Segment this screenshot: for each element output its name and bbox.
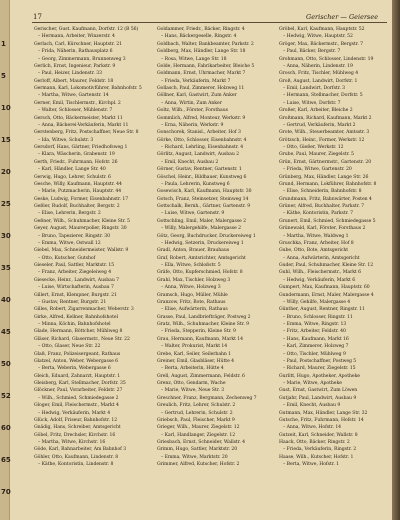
header-rule	[32, 22, 387, 23]
book-edge	[392, 0, 400, 520]
directory-entry: Grünberg, Max, Händler, Lange Str. 26	[279, 174, 369, 180]
directory-entry: Großmann, Richard, Kaufmann, Markt 2	[279, 115, 372, 121]
directory-entry: Gerner, Emil, Tischlermstr., Kirchpl. 2	[34, 100, 121, 106]
directory-entry: Grube, Paul, Maurer, Ziegelstr. 5	[279, 152, 354, 158]
directory-entry: Götz, Georg, Buchdrucker, Druckereiweg 1	[157, 233, 256, 239]
directory-entry: Gutzeit, Karl, Schneider, Wallstr. 8	[279, 432, 358, 438]
directory-entry: Gramsch, Hugo, Müller, Mühle	[157, 292, 228, 298]
directory-entry: – Emil, Landwirt, Dorfstr. 3	[283, 86, 346, 91]
directory-entry: – Bruno, Tapezierer, Ringstr. 30	[38, 233, 111, 239]
directory-entry: – Otto, Gießer, Werkstr. 12	[283, 145, 344, 150]
directory-entry: Grimmer, Alfred, Kutscher, Hofstr. 2	[157, 462, 240, 468]
directory-entry: – Ida, Witwe, Schulstr. 3	[38, 137, 94, 143]
directory-entry: Gerth, Friedr., Fuhrmann, Hofstr. 26	[34, 159, 118, 165]
directory-entry: Grundmann, Fritz, Bahnwärter, Posten 4	[279, 196, 372, 202]
binding-mark: 52	[1, 392, 11, 400]
directory-entry: – Richard, Maurer, Ziegelstr. 15	[283, 366, 356, 372]
directory-entry: – Marie, Witwe, Neue Str. 3	[161, 388, 225, 394]
binding-mark: 1	[1, 40, 6, 48]
directory-entry: – Rosa, Witwe, Lange Str. 18	[161, 56, 227, 62]
directory-entry: – Luise, Witwe, Gartenstr. 9	[161, 211, 225, 217]
directory-entry: – Gustav, Rentner, Burgstr. 21	[38, 299, 107, 305]
directory-entry: Gotsch, Franz, Steinsetzer, Steinweg 14	[157, 196, 249, 202]
directory-entry: – Willy, Malergehilfe, Malergasse 2	[161, 226, 242, 232]
directory-entry: Gleisberg, Karl, Stellmacher, Dorfstr. 35	[34, 381, 126, 386]
directory-entry: Glöckner, Paul, Vorarbeiter, Feldstr. 27	[34, 388, 123, 394]
directory-entry: – Hans, Bäckergeselle, Ringstr. 4	[161, 34, 237, 40]
directory-entry: Geßler, Rudolf, Buchhalter, Bergstr. 2	[34, 204, 120, 209]
directory-entry: Gube, Otto, Bote, Amtsgericht	[279, 248, 349, 254]
directory-entry: Groß, August, Landwirt, Dorfstr. 1	[279, 78, 358, 84]
directory-entry: Gleich, Eduard, Zahnarzt, Hauptstr. 1	[34, 373, 121, 379]
binding-mark: 40	[1, 296, 11, 304]
directory-entry: Geßner, Wilh., Schuhmacher, Kleine Str. 5	[34, 218, 130, 224]
directory-entry: – Luise, Wirtschafterin, Ausbau 7	[38, 285, 114, 291]
directory-entry: – Otto, Glaser, Neue Str. 22	[38, 344, 101, 350]
directory-entry: Grieger, Wilh., Maurer, Ziegelstr. 12	[157, 425, 240, 431]
directory-entry: Gerwig, Hugo, Lehrer, Schulstr. 6	[34, 174, 111, 180]
directory-entry: Greschner, Franz, Bergmann, Zechenweg 7	[157, 395, 257, 401]
directory-entry: Gerischer, Gust. Kaufmann, Dorfstr. 12 (B 56)	[34, 27, 139, 32]
directory-entry: Göllner, Karl, Gastwirt, Zum Anker	[157, 93, 237, 99]
directory-entry: Guhl, Wilh., Fleischermstr., Markt 6	[279, 270, 362, 276]
directory-entry: Greulich, Fritz, Lehrer, Schulstr. 2	[157, 403, 236, 409]
binding-mark: 20	[1, 168, 11, 176]
directory-entry: Haack, Otto, Bäcker, Ringstr. 2	[279, 440, 350, 445]
directory-entry: Haase, Wilh., Kutscher, Hofstr. 1	[279, 454, 354, 460]
directory-entry: Gommlich, Alfred, Monteur, Werkstr. 9	[157, 115, 246, 121]
directory-entry: Gurlitt, Hugo, Apotheker, Apotheke	[279, 373, 360, 379]
directory-entry: – Hans, Kaufmann, Markt 16	[283, 336, 349, 342]
directory-entry: – Frieda, Stepperin, Kleine Str. 9	[161, 329, 236, 335]
binding-mark: 35	[1, 264, 11, 272]
directory-entry: – Gertrud, Verkäuferin, Markt 2	[283, 122, 356, 128]
directory-entry: – Klara, Wäscherin, Grabenstr. 19	[38, 152, 115, 158]
directory-entry: – Otto, Tischler, Mühlweg 9	[283, 351, 346, 357]
directory-entry: Grell, August, Zimmermann, Feldstr. 6	[157, 373, 245, 379]
directory-entry: Grimm, Hugo, Sattler, Marktstr. 20	[157, 447, 238, 453]
column-1	[34, 26, 146, 514]
directory-entry: – Käthe, Kontoristin, Parkstr. 7	[283, 211, 353, 217]
directory-entry: – Elise, Schneiderin, Bahnhofstr. 8	[283, 189, 362, 195]
binding-mark: 15	[1, 136, 11, 144]
directory-entry: Gutmann, Max, Händler, Lange Str. 32	[279, 410, 368, 416]
directory-entry: – Paula, Lehrerin, Kunstweg 6	[161, 181, 230, 187]
directory-entry: Gonschorek, Stanisl., Arbeiter, Hof 3	[157, 130, 241, 136]
directory-entry: – Hedwig, Verkäuferin, Markt 4	[38, 410, 111, 416]
directory-entry: – Otto, Kutscher, Gutshof	[38, 255, 96, 261]
directory-entry: Gosewisch, Karl, Kaufmann, Hauptstr. 30	[157, 189, 252, 195]
directory-entry: Gräfe, Otto, Kupferschmied, Hofstr. 8	[157, 270, 243, 276]
directory-entry: Grasse, Paul, Landbriefträger, Postweg 2	[157, 314, 251, 320]
directory-entry: Großer, Karl, Arbeiter, Bleiche 2	[279, 108, 353, 114]
directory-entry: – Emma, Witwe, Ostwall 12	[38, 240, 101, 246]
directory-entry: Grahl, Max, Tischler, Holzweg 3	[157, 277, 231, 283]
directory-entry: – Martha, Witwe, Waldweg 1	[283, 233, 349, 239]
column-3	[279, 26, 391, 514]
directory-entry: Gröger, Max, Bäckermstr., Bergstr. 7	[279, 41, 364, 47]
directory-entry: Günther, August, Rentner, Ringstr. 11	[279, 307, 365, 313]
directory-entry: – Frieda, Verkäuferin, Ringstr. 2	[283, 447, 357, 453]
directory-entry: – Walter, Prokurist, Markt 14	[161, 344, 228, 350]
directory-entry: – Paul, Heizer, Lindenstr. 33	[38, 71, 102, 77]
column-2	[157, 26, 269, 514]
directory-entry: – Elise, Lehrerin, Bergstr. 2	[38, 211, 101, 217]
directory-entry: Gerstenberg, Fritz, Postschaffner, Neue Str. 8	[34, 130, 139, 136]
directory-entry: – Anna, Bäckerei-Verkäuferin, Markt 11	[38, 122, 129, 128]
directory-entry: Grenz, Otto, Gendarm, Wache	[157, 381, 226, 386]
directory-entry: – Elise, Aufwärterin, Rathaus	[161, 307, 228, 313]
directory-entry: – Franz, Arbeiter, Ziegeleiweg 4	[38, 270, 112, 276]
directory-entry: Greiner, Emil, Glasbläser, Hütte 4	[157, 358, 235, 364]
binding-mark: 45	[1, 328, 11, 336]
directory-entry: Gollasch, Paul, Zimmerer, Holzweg 11	[157, 86, 245, 91]
directory-entry: Grunert, Emil, Schmied, Schmiedegasse 5	[279, 218, 376, 224]
directory-entry: Görner, Gustav, Rentner, Gartenstr. 1	[157, 167, 242, 173]
directory-entry: – Emil, Knecht, Ausbau 2	[161, 159, 219, 165]
directory-entry: Grohmann, Otto, Schlosser, Lindenstr. 19	[279, 56, 374, 62]
directory-entry: Göde, Karl, Bahnarbeiter, Am Bahnhof 3	[34, 447, 127, 453]
directory-entry: Giebel, Max, Schneidermeister, Wallstr. 9	[34, 248, 129, 254]
directory-entry: Gutjahr, Paul, Landwirt, Ausbau 9	[279, 395, 357, 401]
directory-entry: Gruschka, Franz, Arbeiter, Hof 8	[279, 240, 354, 246]
directory-entry: Guder, Paul, Schuhmacher, Kleine Str. 12	[279, 263, 374, 268]
directory-entry: Gillert, Ernst, Klempner, Burgstr. 21	[34, 292, 117, 298]
directory-entry: – Anna, Wirtin, Zum Anker	[161, 100, 222, 106]
directory-entry: Göhler, Otto, Kaufmann, Lindenstr. 8	[34, 454, 119, 460]
directory-entry: – Frida, Näherin, Rathausplatz 6	[38, 49, 113, 55]
directory-entry: – Martha, Witwe, Kirchstr. 16	[38, 440, 106, 445]
directory-entry: Gersch, Otto, Bäckermeister, Markt 11	[34, 115, 123, 121]
directory-entry: Gutsche, Fritz, Fuhrmann, Hofstr. 14	[279, 417, 364, 423]
directory-entry: – Minna, Köchin, Bahnhofshotel	[38, 322, 111, 327]
binding-mark: 50	[1, 360, 11, 368]
directory-entry: – Berta, Arbeiterin, Hütte 4	[161, 366, 224, 372]
directory-entry: – Ella, Witwe, Schloßstr. 5	[161, 263, 221, 268]
directory-entry: – Wilh., Schmied, Schmiedegasse 2	[38, 395, 119, 401]
binding-mark: 25	[1, 200, 11, 208]
directory-entry: Germann, Karl, Lokomotivführer, Bahnhofstr. 5	[34, 86, 142, 91]
directory-entry: – Emma, Witwe, Ringstr. 13	[283, 322, 347, 327]
directory-entry: Gerlich, Ernst, Ingenieur, Parkstr. 9	[34, 63, 116, 69]
directory-entry: Gilles, Robert, Zigarrenmacher, Weberstr. 3	[34, 307, 134, 313]
directory-entry: Gloger, Emil, Fleischermstr., Markt 4	[34, 403, 119, 409]
directory-entry: Gottschalk, Bernh., Gärtner, Gartenstr. 9	[157, 204, 251, 209]
directory-entry: – Anna, Aufwärterin, Amtsgericht	[283, 255, 360, 261]
directory-entry: Glück, Adolf, Friseur, Bahnhofstr. 12	[34, 417, 118, 423]
directory-entry: – Bruno, Schlosser, Ringstr. 11	[283, 314, 353, 320]
directory-entry: Göbel, Fritz, Drechsler, Kirchstr. 16	[34, 432, 116, 438]
directory-entry: Gerloff, Albert, Maurer, Feldstr. 18	[34, 78, 114, 84]
directory-entry: – Georg, Zimmermann, Brunnenweg 3	[38, 56, 126, 62]
directory-entry: Grötzsch, Heinr., Former, Werkstr. 12	[279, 137, 365, 143]
directory-entry: Goltz, Wilh., Förster, Forsthaus	[157, 108, 228, 114]
directory-entry: – Karl, Zimmerer, Holzweg 7	[283, 344, 349, 350]
binding-mark: 65	[1, 456, 11, 464]
directory-entry: – Anna, Witwe, Hofstr. 14	[283, 425, 342, 431]
directory-entry: – Hedwig, Verkäuferin, Markt 6	[283, 277, 356, 283]
directory-entry: – Karl, Händler, Lange Str. 40	[38, 167, 106, 173]
directory-entry: Grebe, Karl, Seiler, Seilerbahn 1	[157, 351, 232, 357]
directory-entry: Gratz, Wilh., Schuhmacher, Kleine Str. 9	[157, 322, 250, 327]
binding-mark: 30	[1, 232, 11, 240]
directory-entry: Grau, Hermann, Kaufmann, Markt 14	[157, 336, 244, 342]
binding-mark: 5	[1, 72, 6, 80]
directory-entry: Geske, Ludwig, Former, Eisenbahnstr. 17	[34, 196, 129, 202]
directory-entry: Göschel, Heinr., Bildhauer, Kunstweg 6	[157, 174, 247, 180]
page-number: 17	[33, 13, 42, 21]
directory-entry: Grünewald, Karl, Förster, Forsthaus 2	[279, 226, 366, 232]
binding-mark: 10	[1, 104, 11, 112]
directory-entry: – Karl, Handlanger, Ziegelstr. 12	[161, 432, 236, 438]
directory-entry: Goldmann, Ernst, Uhrmacher, Markt 7	[157, 71, 246, 77]
directory-entry: Gerlach, Carl, Kürschner, Hauptstr. 21	[34, 41, 122, 47]
running-title: Gerischer — Geiersee	[306, 13, 379, 21]
directory-entry: Gesche, Willy, Kaufmann, Hauptstr. 44	[34, 181, 122, 187]
directory-entry: – Frieda, Witwe, Gartenstr. 20	[283, 167, 352, 173]
directory-entry: Girke, Alfred, Kellner, Bahnhofshotel	[34, 314, 118, 320]
directory-entry: Golde, Hermann, Fabrikarbeiter, Bleiche 5	[157, 63, 255, 69]
directory-entry: – Martha, Witwe, Gartenstr. 14	[38, 93, 109, 99]
directory-entry: Gnädig, Hans, Schreiber, Amtsgericht	[34, 425, 121, 431]
directory-entry: – Hermann, Arbeiter, Winzerstr. 4	[38, 34, 115, 40]
directory-entry: – Walter, Schlosser, Mühlenstr. 7	[38, 108, 113, 114]
directory-entry: Griesbach, Ernst, Schneider, Wallstr. 4	[157, 440, 246, 445]
directory-entry: – Hedwig, Setzerin, Druckereiweg 1	[161, 240, 244, 246]
directory-entry: – Emma, Witwe, Marktstr. 20	[161, 454, 228, 460]
directory-entry: Gumpert, Max, Kaufmann, Hauptstr. 60	[279, 285, 370, 291]
page-spine	[0, 0, 10, 520]
directory-entry: – Emil, Knecht, Ausbau 9	[283, 403, 341, 409]
directory-entry: – Richard, Lehrling, Eisenbahnstr. 4	[161, 145, 244, 150]
directory-entry: Grün, Ernst, Gärtnermstr., Gartenstr. 20	[279, 159, 372, 165]
directory-entry: Gust, Ernst, Gastwirt, Zum Löwen	[279, 388, 358, 394]
directory-entry: – Marie, Witwe, Apotheke	[283, 381, 342, 386]
directory-entry: – Anna, Witwe, Holzweg 3	[161, 285, 221, 291]
directory-entry: – Fritz, Arbeiter, Feldstr. 40	[283, 329, 346, 335]
directory-entry: Gundermann, Ernst, Maler, Malergasse 4	[279, 292, 374, 298]
directory-entry: – Luise, Witwe, Dorfstr. 7	[283, 100, 341, 106]
directory-entry: Griebsch, Paul, Fleischer, Markt 9	[157, 417, 235, 423]
directory-entry: Gläser, Richard, Glasermstr., Neue Str. 22	[34, 336, 130, 342]
directory-entry: Grund, Hermann, Lokführer, Bahnhofstr. 8	[279, 181, 377, 187]
directory-entry: Grosch, Fritz, Tischler, Mühlweg 4	[279, 71, 359, 77]
directory-entry: Granzow, Fritz, Bote, Rathaus	[157, 299, 226, 305]
directory-entry: – Frieda, Verkäuferin, Markt 7	[161, 78, 231, 84]
directory-entry: – Gertrud, Lehrerin, Schulstr. 2	[161, 410, 233, 416]
directory-entry: – Hermann, Stellmacher, Dorfstr. 5	[283, 93, 363, 99]
directory-entry: – Anna, Näherin, Lindenstr. 19	[283, 63, 353, 69]
directory-entry: – Marie, Putzmacherin, Hauptstr. 44	[38, 189, 122, 195]
directory-entry: – Erna, Näherin, Werkstr. 9	[161, 122, 224, 128]
directory-entry: Gradl, Anton, Brauer, Brauhaus	[157, 248, 230, 254]
directory-entry: Gottschling, Emil, Maler, Malergasse 2	[157, 218, 247, 224]
directory-entry: Gieseler, Paul, Sattler, Marktstr. 15	[34, 263, 115, 268]
directory-entry: – Käthe, Kontoristin, Lindenstr. 8	[38, 462, 114, 468]
directory-entry: – Berta, Weberin, Webergasse 6	[38, 366, 111, 372]
directory-entry: Goldberg, Max, Händler, Lange Str. 18	[157, 49, 246, 55]
directory-entry: Glatzel, Anton, Weber, Webergasse 6	[34, 358, 119, 364]
directory-entry: Geyer, August, Maurerpolier, Ringstr. 30	[34, 226, 127, 232]
directory-entry: Görlitz, August, Landwirt, Ausbau 2	[157, 152, 240, 158]
directory-entry: Giesecke, Heinr., Landwirt, Ausbau 7	[34, 277, 120, 283]
directory-entry: Glade, Hermann, Böttcher, Mühlweg 8	[34, 329, 123, 335]
directory-entry: – Willy, Gehilfe, Malergasse 4	[283, 299, 351, 305]
directory-entry: Graf, Robert, Amtsrichter, Amtsgericht	[157, 255, 246, 261]
directory-entry: Goldbach, Walter, Bankbeamter, Parkstr. 2	[157, 41, 254, 47]
directory-entry: – Paul, Bäcker, Bergstr. 7	[283, 49, 341, 55]
directory-entry: – Berta, Witwe, Hofstr. 1	[283, 462, 340, 468]
directory-entry: Glaß, Franz, Polizeisergeant, Rathaus	[34, 351, 121, 357]
directory-entry: Grüner, Alfred, Buchhalter, Parkstr. 7	[279, 204, 365, 209]
directory-entry: Gersdorf, Hans, Gärtner, Friedhofsweg 1	[34, 145, 128, 150]
directory-entry: Görke, Otto, Schlosser, Eisenbahnstr. 4	[157, 137, 247, 143]
directory-entry: – Hedwig, Witwe, Hauptstr. 52	[283, 34, 353, 40]
directory-entry: Gröbel, Karl, Kaufmann, Hauptstr. 52	[279, 27, 365, 32]
directory-entry: Goldammer, Friedr., Bäcker, Ringstr. 4	[157, 27, 245, 32]
directory-entry: – Paul, Postschaffner, Postweg 5	[283, 358, 357, 364]
directory-entry: Grote, Wilh., Steuerbeamter, Amtsstr. 3	[279, 130, 370, 136]
binding-mark: 60	[1, 424, 11, 432]
binding-mark: 70	[1, 488, 11, 496]
